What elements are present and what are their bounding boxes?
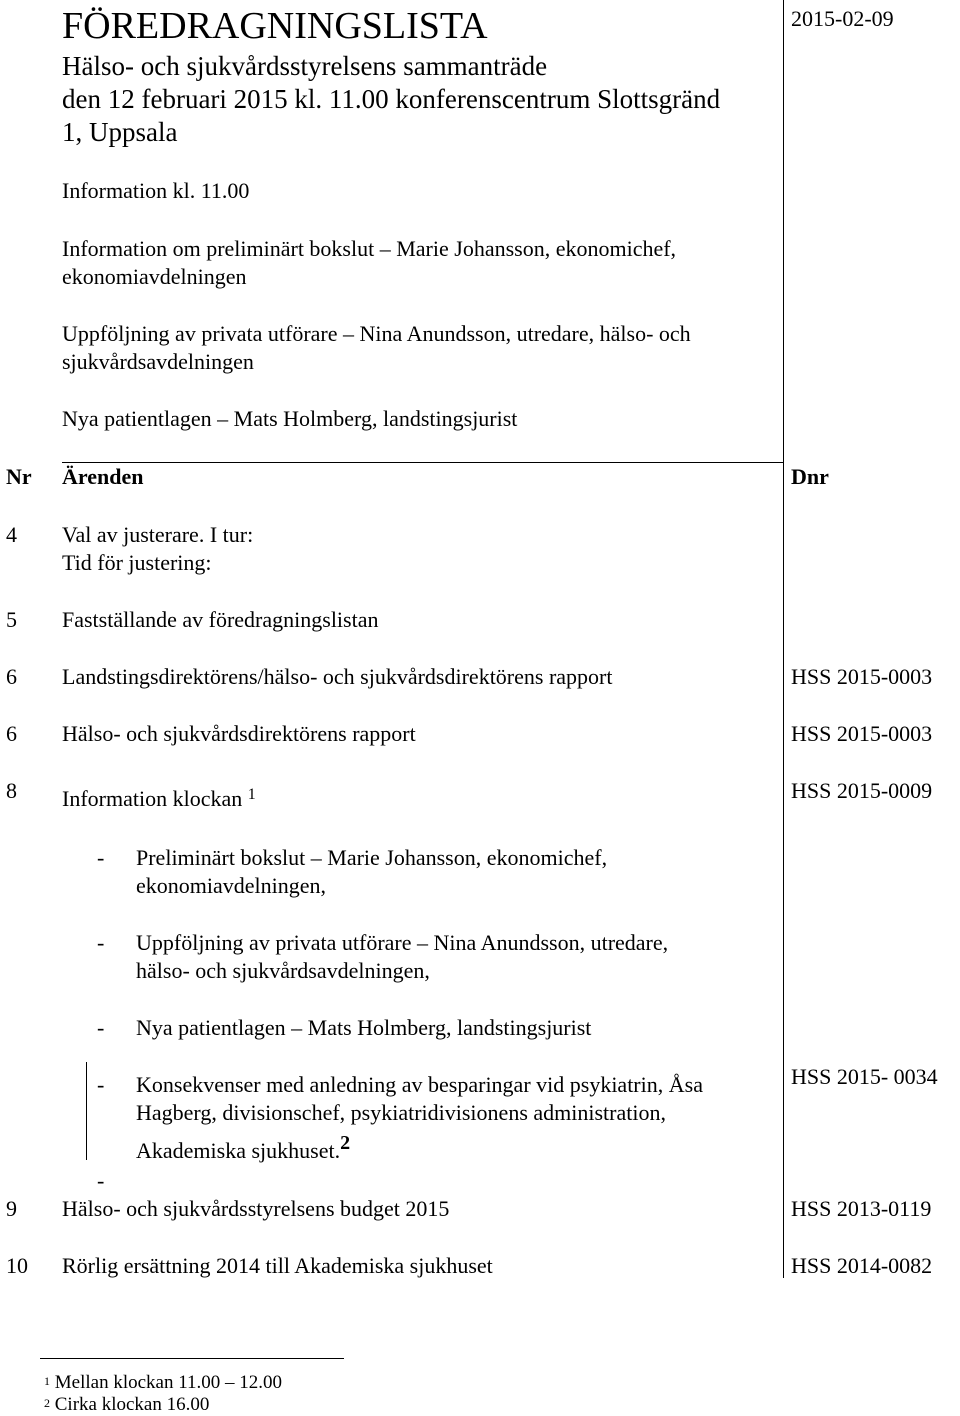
sub-item-cell-rule [86,1062,87,1160]
sub-item-text: Uppföljning av privata utförare – Nina Anundsson, utredare, [136,930,669,955]
row-dnr: HSS 2015-0003 [791,721,933,746]
footnote-separator [40,1358,344,1359]
row-nr: 10 [6,1253,28,1278]
row-nr: 6 [6,664,17,689]
footnote-ref: 2 [340,1132,351,1154]
row-text: Val av justerare. I tur: [62,522,254,547]
row-nr: 8 [6,778,17,803]
row-text: Landstingsdirektörens/hälso- och sjukvårdsdirektörens rapport [62,664,613,689]
sub-item-dash: - [97,930,105,955]
row-dnr: HSS 2014-0082 [791,1253,933,1278]
info-item-3: Nya patientlagen – Mats Holmberg, landstingsjurist [62,406,518,431]
dnr-column-rule [783,0,784,1278]
subtitle-line-2: den 12 februari 2015 kl. 11.00 konferenscentrum Slottsgränd [62,84,721,114]
row-nr: 5 [6,607,17,632]
info-item-1-line-1: Information om preliminärt bokslut – Marie Johansson, ekonomichef, [62,236,677,261]
row-dnr: HSS 2015-0003 [791,664,933,689]
info-heading: Information kl. 11.00 [62,178,250,203]
subtitle-line-3: 1, Uppsala [62,117,178,147]
row-dnr: HSS 2015- 0034 [791,1064,938,1089]
info-item-2-line-1: Uppföljning av privata utförare – Nina Anundsson, utredare, hälso- och [62,321,691,346]
page-title: FÖREDRAGNINGSLISTA [62,5,488,47]
table-header-rule [62,462,784,463]
col-header-dnr: Dnr [791,464,829,489]
subtitle-line-1: Hälso- och sjukvårdsstyrelsens sammanträde [62,51,548,81]
col-header-arenden: Ärenden [62,464,144,489]
sub-item-text: Preliminärt bokslut – Marie Johansson, ekonomichef, [136,845,608,870]
info-item-2-line-2: sjukvårdsavdelningen [62,349,254,374]
sub-item-dash: - [97,1072,105,1097]
row-dnr: HSS 2013-0119 [791,1196,932,1221]
sub-item-dash: - [97,845,105,870]
footnote-2: $^2$ Cirka klockan 16.00 [44,1394,210,1415]
row-text: Information klockan $^1$ [62,786,256,811]
sub-item-text: Konsekvenser med anledning av besparingar vid psykiatrin, Åsa [136,1072,703,1097]
row-text: Hälso- och sjukvårdsstyrelsens budget 2015 [62,1196,450,1221]
row-text: Fastställande av föredragningslistan [62,607,379,632]
info-item-1-line-2: ekonomiavdelningen [62,264,247,289]
sub-item-text: hälso- och sjukvårdsavdelningen, [136,958,430,983]
sub-item-text: Akademiska sjukhuset.$^2$ [136,1132,351,1163]
row-text: Tid för justering: [62,550,212,575]
col-header-nr: Nr [6,464,32,489]
footnote-1: $^1$ Mellan klockan 11.00 – 12.00 [44,1372,283,1393]
sub-item-text: Nya patientlagen – Mats Holmberg, landstingsjurist [136,1015,592,1040]
sub-item-dash: - [97,1015,105,1040]
sub-item-text: ekonomiavdelningen, [136,873,327,898]
sub-item-dash: - [97,1168,105,1193]
sub-item-text: Hagberg, divisionschef, psykiatridivisionens administration, [136,1100,666,1125]
footnote-ref: 1 [247,786,256,803]
document-date: 2015-02-09 [791,6,894,31]
row-nr: 4 [6,522,17,547]
row-text: Hälso- och sjukvårdsdirektörens rapport [62,721,416,746]
row-dnr: HSS 2015-0009 [791,778,933,803]
row-nr: 6 [6,721,17,746]
row-nr: 9 [6,1196,17,1221]
row-text: Rörlig ersättning 2014 till Akademiska sjukhuset [62,1253,493,1278]
